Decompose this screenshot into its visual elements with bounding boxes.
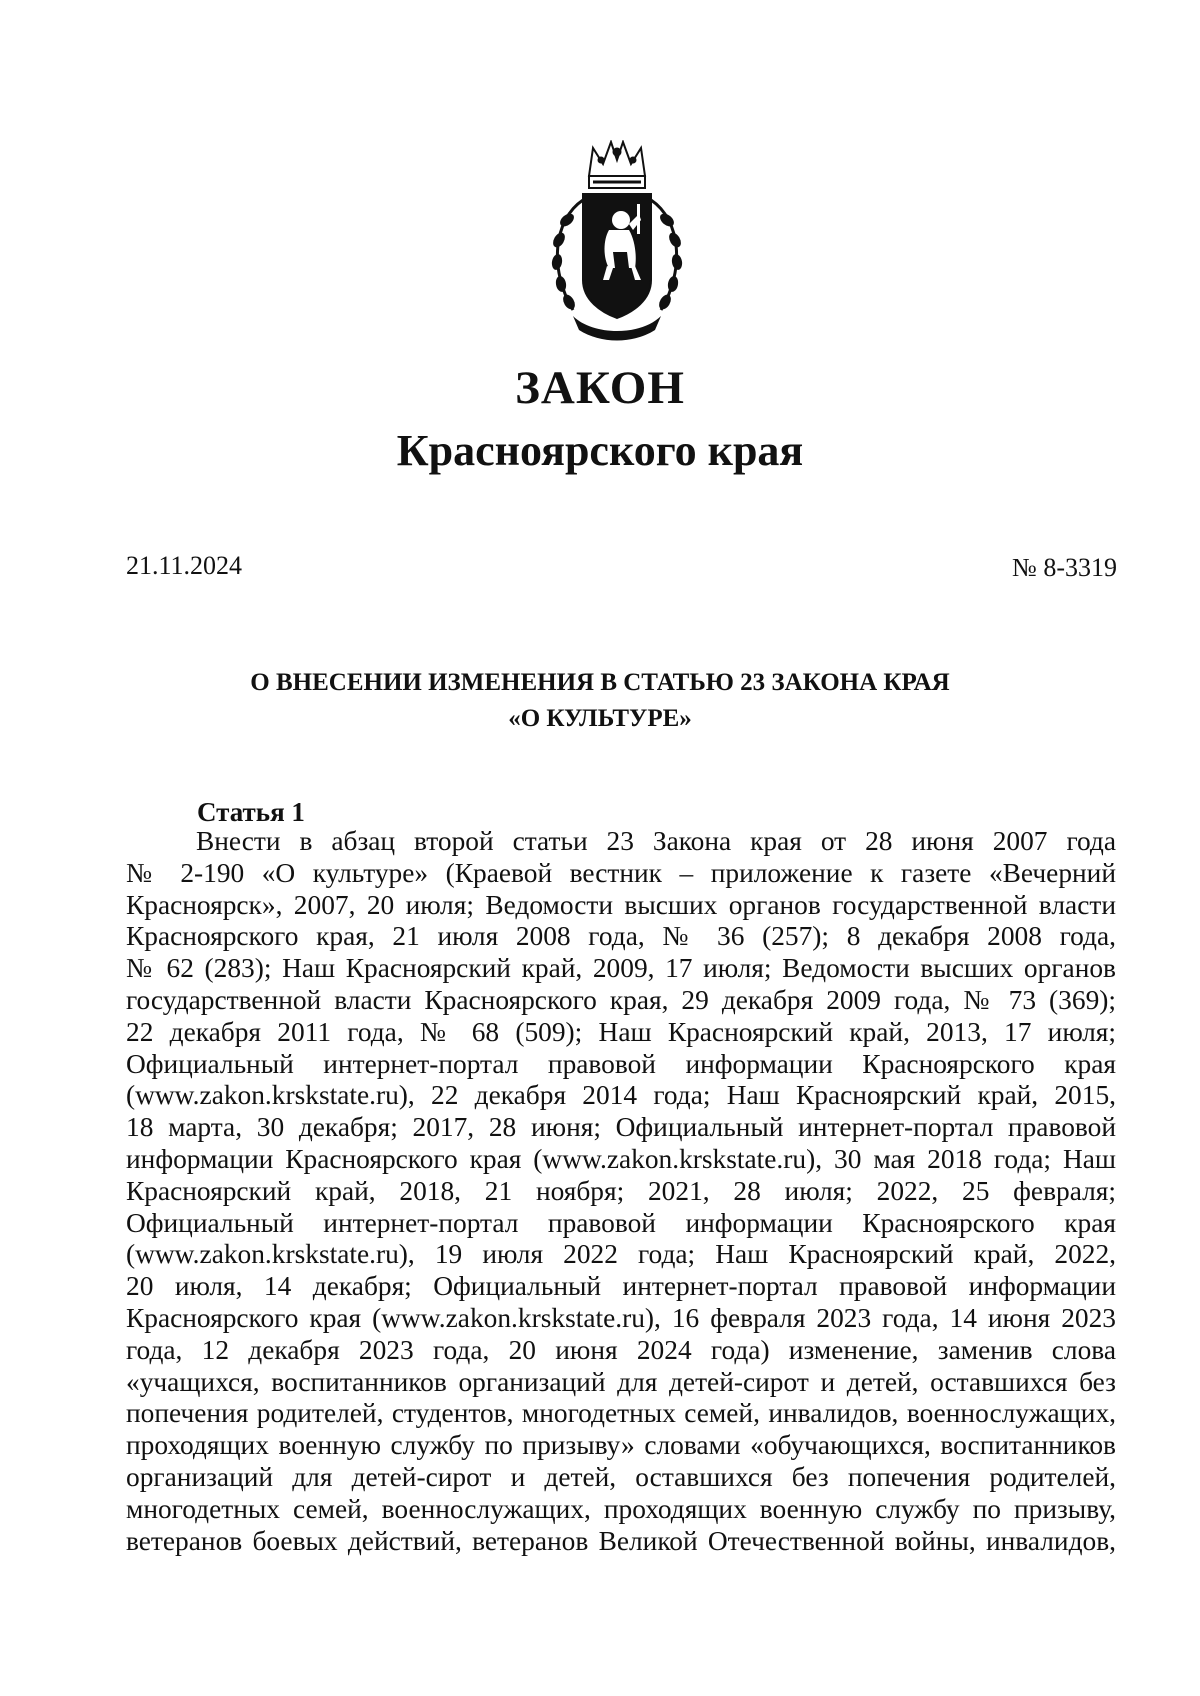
body-line: «учащихся, воспитанников организаций для детей-сирот и детей, оставшихся без — [126, 1366, 1116, 1397]
article-body — [126, 826, 1116, 1557]
document-date: 21.11.2024 — [126, 551, 243, 580]
body-line: 20 июля, 14 декабря; Официальный интернет-портал правовой информации — [126, 1271, 1116, 1302]
article-title: Статья 1 — [197, 797, 305, 827]
body-line: № 62 (283); Наш Красноярский край, 2009, 17 июля; Ведомости высших органов — [126, 953, 1116, 984]
body-line: № 2-190 «О культуре» (Краевой вестник – приложение к газете «Вечерний — [126, 857, 1116, 888]
body-line: года, 12 декабря 2023 года, 20 июня 2024 года) изменение, заменив слова — [126, 1334, 1116, 1365]
body-line: государственной власти Красноярского края, 29 декабря 2009 года, № 73 (369); — [126, 984, 1116, 1015]
body-line: 18 марта, 30 декабря; 2017, 28 июня; Официальный интернет-портал правовой — [126, 1112, 1116, 1143]
body-line: ветеранов боевых действий, ветеранов Великой Отечественной войны, инвалидов, — [126, 1525, 1116, 1556]
body-line: информации Красноярского края (www.zakon.krskstate.ru), 30 мая 2018 года; Наш — [126, 1143, 1116, 1174]
body-line: Красноярский край, 2018, 21 ноября; 2021, 28 июля; 2022, 25 февраля; — [126, 1175, 1116, 1206]
body-line: многодетных семей, военнослужащих, проходящих военную службу по призыву, — [126, 1493, 1116, 1524]
body-line: (www.zakon.krskstate.ru), 19 июля 2022 года; Наш Красноярский край, 2022, — [126, 1239, 1116, 1270]
document-subtitle: Красноярского края — [396, 426, 804, 475]
body-line: Внести в абзац второй статьи 23 Закона края от 28 июня 2007 года — [196, 826, 1116, 856]
law-heading-line: О ВНЕСЕНИИ ИЗМЕНЕНИЯ В СТАТЬЮ 23 ЗАКОНА КРАЯ — [250, 669, 950, 696]
body-line: попечения родителей, студентов, многодетных семей, инвалидов, военнослужащих, — [126, 1398, 1116, 1429]
body-line: (www.zakon.krskstate.ru), 22 декабря 2014 года; Наш Красноярский край, 2015, — [126, 1080, 1116, 1111]
body-line: организаций для детей-сирот и детей, оставшихся без попечения родителей, — [126, 1461, 1116, 1492]
document-title: ЗАКОН — [515, 362, 685, 414]
body-line: Красноярского края (www.zakon.krskstate.ru), 16 февраля 2023 года, 14 июня 2023 — [126, 1302, 1116, 1333]
document-number: № 8-3319 — [1012, 553, 1117, 582]
body-line: проходящих военную службу по призыву» словами «обучающихся, воспитанников — [126, 1430, 1116, 1461]
body-line: Официальный интернет-портал правовой информации Красноярского края — [126, 1207, 1116, 1238]
body-line: 22 декабря 2011 года, № 68 (509); Наш Красноярский край, 2013, 17 июля; — [126, 1016, 1116, 1047]
law-heading — [0, 665, 1200, 737]
body-line: Официальный интернет-портал правовой информации Красноярского края — [126, 1048, 1116, 1079]
law-heading-line: «О КУЛЬТУРЕ» — [508, 705, 692, 732]
coat-of-arms-icon — [543, 140, 691, 348]
body-line: Красноярск», 2007, 20 июля; Ведомости высших органов государственной власти — [126, 889, 1116, 920]
body-line: Красноярского края, 21 июля 2008 года, № 36 (257); 8 декабря 2008 года, — [126, 921, 1116, 952]
